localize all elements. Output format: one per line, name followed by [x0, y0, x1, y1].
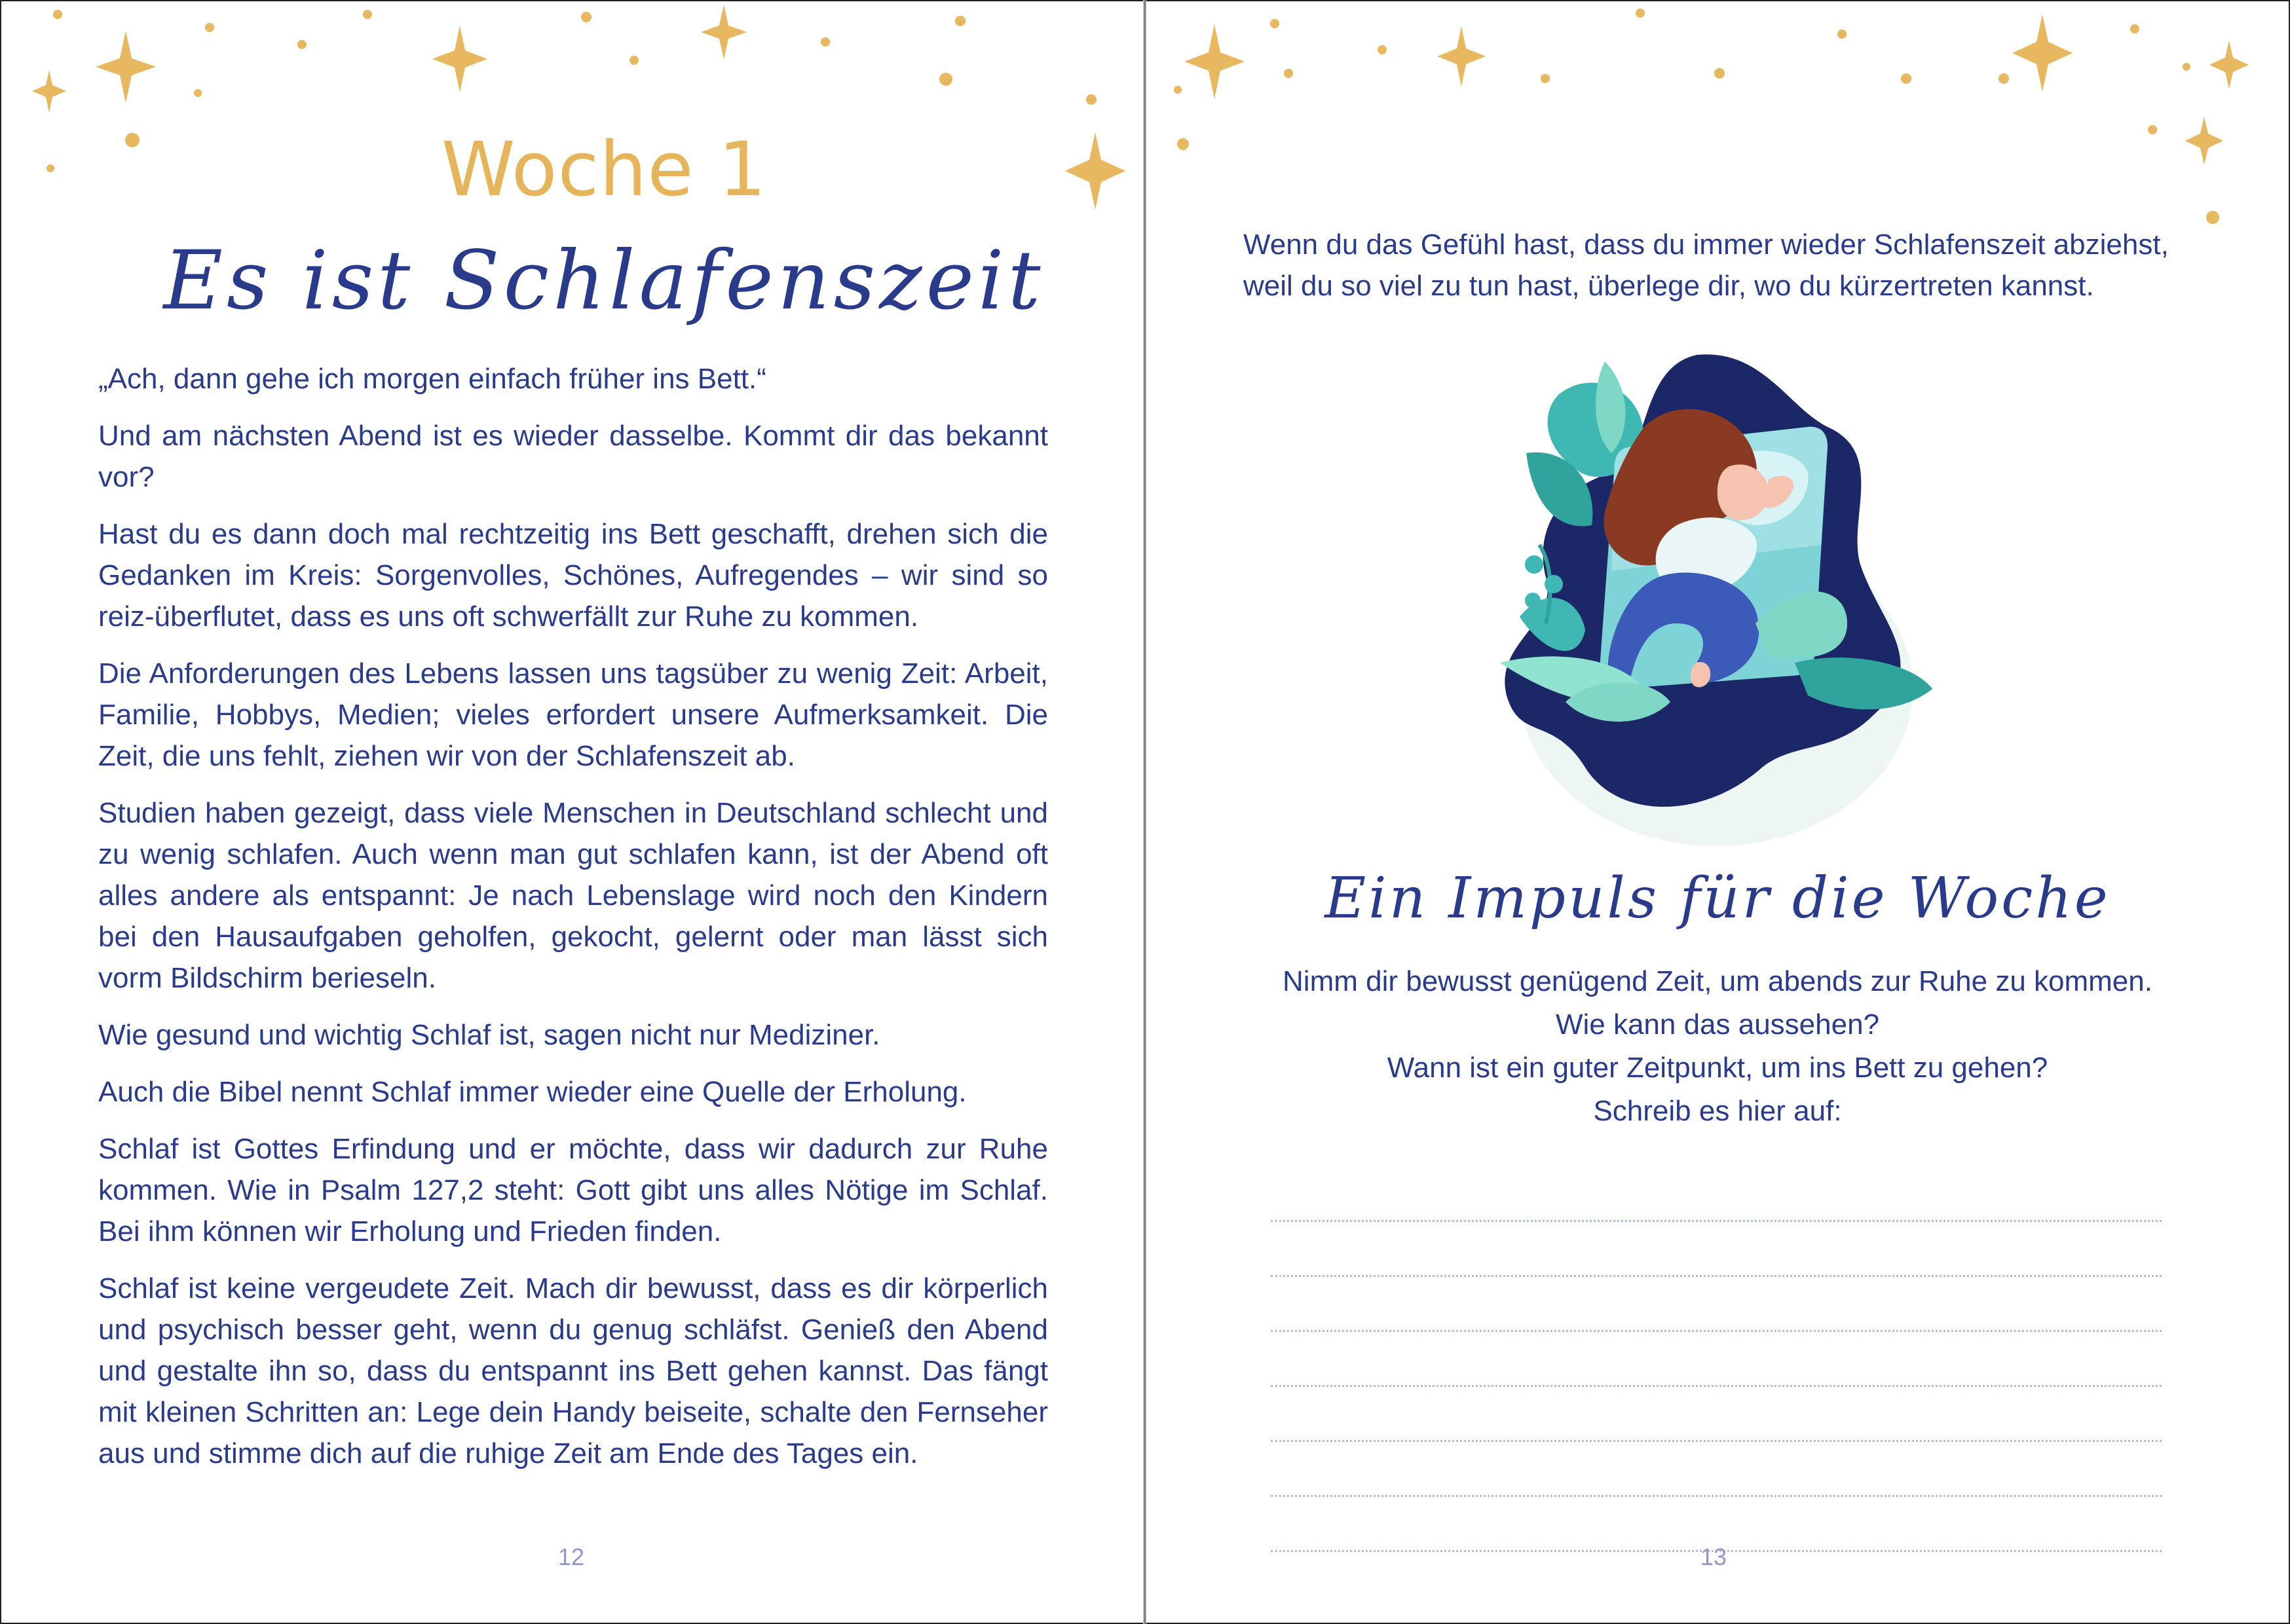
star-icon [32, 70, 66, 113]
writing-lines [1271, 1167, 2162, 1552]
star-icon [432, 26, 487, 92]
paragraph: Hast du es dann doch mal rechtzeitig ins Bett geschafft, drehen sich die Gedanken im Kreis: Sorgenvolles, Schönes, Aufregendes – wir sind so reiz-überflutet, dass es uns oft schwerfällt zur Ruhe zu kommen. [98, 518, 1048, 633]
paragraph: Schlaf ist keine vergeudete Zeit. Mach dir bewusst, dass es dir körperlich und psychisch besser geht, wenn du genug schläfst. Genieß den Abend und gestalte ihn so, dass du entspannt ins Bett gehen kannst. Das fängt mit kleinen Schritten an: Lege dein Handy beiseite, schalte den Fernseher aus und stimme dich auf die ruhige Zeit am Ende des Tages ein. [98, 1272, 1048, 1469]
impulse-script-title: Ein Impuls für die Woche [1324, 866, 2111, 931]
star-icon [96, 31, 156, 103]
paragraph: „Ach, dann gehe ich morgen einfach früher ins Bett.“ [98, 363, 766, 395]
star-icon [2012, 14, 2073, 92]
week-title: Woche 1 [441, 126, 767, 213]
paragraph: Auch die Bibel nennt Schlaf immer wieder eine Quelle der Erholung. [98, 1076, 967, 1108]
star-icon [1184, 24, 1245, 99]
page-number-left: 12 [558, 1543, 585, 1570]
star-icon [1437, 26, 1486, 86]
sleeping-woman-icon [1480, 348, 1978, 859]
impulse-line: Wie kann das aussehen? [1555, 1008, 1880, 1041]
paragraph: Und am nächsten Abend ist es wieder dasselbe. Kommt dir das bekannt vor? [98, 420, 1048, 493]
paragraph: Studien haben gezeigt, dass viele Menschen in Deutschland schlecht und zu wenig schlafen. Auch wenn man gut schlafen kann, ist der Abend oft alles andere als entspannt: Je nach Lebenslage wird noch den Kindern bei den Hausaufgaben geholfen, gekocht, gelernt oder man lässt sich vorm Bildschirm berieseln. [98, 797, 1048, 994]
paragraph: Die Anforderungen des Lebens lassen uns tagsüber zu wenig Zeit: Arbeit, Familie, Hobbys, Medien; vieles erfordert unsere Aufmerksamkeit. Die Zeit, die uns fehlt, ziehen wir von der Schlafenszeit ab. [98, 657, 1048, 772]
writing-line[interactable] [1271, 1167, 2162, 1222]
intro-text: Wenn du das Gefühl hast, dass du immer wieder Schlafenszeit abziehst, weil du so viel zu tun hast, überlege dir, wo du kürzertreten kannst. [1243, 229, 2169, 302]
impulse-line: Schreib es hier auf: [1593, 1095, 1842, 1127]
stars-decoration-right [1146, 1, 2289, 250]
body-text [98, 358, 1048, 1490]
writing-line[interactable] [1271, 1277, 2162, 1332]
writing-line[interactable] [1271, 1332, 2162, 1387]
writing-line[interactable] [1271, 1442, 2162, 1497]
right-page [1146, 1, 2289, 1623]
writing-line[interactable] [1271, 1387, 2162, 1442]
star-icon [2185, 117, 2223, 165]
paragraph: Schlaf ist Gottes Erfindung und er möchte, dass wir dadurch zur Ruhe kommen. Wie in Psalm 127,2 steht: Gott gibt uns alles Nötige im Schlaf. Bei ihm können wir Erholung und Frieden finden. [98, 1133, 1048, 1247]
star-icon [701, 5, 747, 60]
impulse-text [1146, 961, 2289, 1134]
page-number-right: 13 [1700, 1543, 1727, 1570]
impulse-line: Nimm dir bewusst genügend Zeit, um abends zur Ruhe zu kommen. [1283, 965, 2152, 997]
chapter-script-title: Es ist Schlafenszeit [163, 234, 1045, 328]
impulse-line: Wann ist ein guter Zeitpunkt, um ins Bett zu gehen? [1387, 1052, 2048, 1084]
star-icon [2209, 41, 2249, 89]
writing-line[interactable] [1271, 1222, 2162, 1277]
paragraph: Wie gesund und wichtig Schlaf ist, sagen nicht nur Mediziner. [98, 1019, 880, 1051]
left-page [1, 1, 1143, 1623]
